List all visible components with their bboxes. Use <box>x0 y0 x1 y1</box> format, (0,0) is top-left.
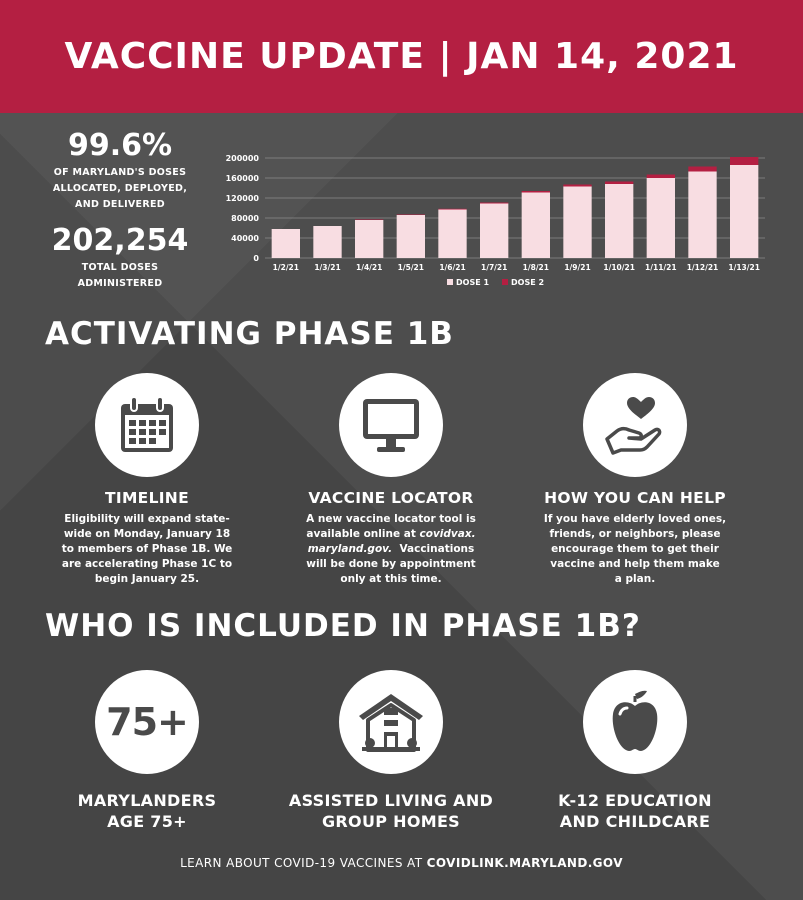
percent-caption-3: AND DELIVERED <box>75 199 165 210</box>
x-tick-label: 1/10/21 <box>603 263 635 272</box>
bar-dose-2 <box>355 220 383 221</box>
bar-dose-2 <box>563 185 591 187</box>
bar-dose-1 <box>688 172 716 259</box>
total-doses-stat <box>30 223 210 292</box>
percent-value: 99.6% <box>67 128 173 163</box>
bar-dose-1 <box>397 215 425 258</box>
legend-swatch-dose-2 <box>502 279 508 285</box>
help-title: HOW YOU CAN HELP <box>544 489 726 507</box>
locator-line: Vaccinations <box>392 543 475 555</box>
who-item-assisted-living <box>271 790 511 832</box>
total-doses-value: 202,254 <box>51 223 189 258</box>
bar-dose-1 <box>438 210 466 259</box>
timeline-text <box>47 512 247 587</box>
help-icon-circle <box>583 373 687 477</box>
age-75-icon: 75+ <box>106 700 188 744</box>
legend-label-dose-1: DOSE 1 <box>456 278 490 287</box>
locator-text <box>281 512 501 587</box>
total-doses-caption-2: ADMINISTERED <box>77 278 163 289</box>
percent-caption-1: OF MARYLAND'S DOSES <box>53 167 187 178</box>
percent-stat <box>30 128 210 213</box>
bar-dose-1 <box>647 178 675 258</box>
bar-dose-2 <box>647 175 675 179</box>
locator-link-part-1[interactable]: covidvax. <box>419 528 476 540</box>
page-title: VACCINE UPDATE | JAN 14, 2021 <box>64 36 739 77</box>
apple-icon <box>603 688 667 756</box>
age-icon-circle <box>95 670 199 774</box>
bar-dose-1 <box>480 204 508 259</box>
timeline-icon-circle <box>95 373 199 477</box>
who-item-line: AND CHILDCARE <box>559 812 711 831</box>
bar-dose-1 <box>563 187 591 259</box>
calendar-icon <box>115 393 179 457</box>
locator-title: VACCINE LOCATOR <box>308 489 474 507</box>
x-tick-label: 1/3/21 <box>314 263 341 272</box>
locator-line: A new vaccine locator tool is <box>306 513 476 525</box>
computer-monitor-icon <box>359 393 423 457</box>
bar-dose-2 <box>480 203 508 204</box>
y-tick-label: 80000 <box>231 214 259 223</box>
x-tick-label: 1/5/21 <box>397 263 425 272</box>
bar-dose-1 <box>355 220 383 258</box>
timeline-line: to members of Phase 1B. We <box>61 543 233 555</box>
percent-caption-2: ALLOCATED, DEPLOYED, <box>52 183 188 194</box>
apple-icon-circle <box>583 670 687 774</box>
doses-bar-chart <box>215 146 775 296</box>
total-doses-caption-1: TOTAL DOSES <box>81 262 159 273</box>
bar-dose-2 <box>688 167 716 172</box>
who-item-line: ASSISTED LIVING AND <box>288 791 494 810</box>
bar-dose-2 <box>522 191 550 193</box>
heart-hand-icon <box>603 393 667 457</box>
who-item-line: MARYLANDERS <box>77 791 217 810</box>
who-section-title: WHO IS INCLUDED IN PHASE 1B? <box>45 608 641 644</box>
who-item-education <box>525 790 745 832</box>
house-icon-circle <box>339 670 443 774</box>
footer-text: LEARN ABOUT COVID-19 VACCINES AT <box>180 856 427 870</box>
locator-icon-circle <box>339 373 443 477</box>
phase-section-title: ACTIVATING PHASE 1B <box>45 316 454 352</box>
bar-dose-1 <box>730 165 758 258</box>
x-tick-label: 1/2/21 <box>272 263 300 272</box>
bar-dose-2 <box>397 215 425 216</box>
y-tick-label: 160000 <box>225 174 259 183</box>
help-line: vaccine and help them make <box>550 558 720 570</box>
timeline-title: TIMELINE <box>105 489 189 507</box>
locator-line: will be done by appointment <box>306 558 476 570</box>
y-tick-label: 40000 <box>231 234 259 243</box>
x-tick-label: 1/8/21 <box>522 263 550 272</box>
locator-link-part-2[interactable]: maryland.gov. <box>307 543 393 555</box>
footer-link[interactable]: COVIDLINK.MARYLAND.GOV <box>426 856 623 870</box>
y-tick-label: 200000 <box>225 154 259 163</box>
timeline-line: begin January 25. <box>94 573 200 585</box>
x-tick-label: 1/7/21 <box>480 263 508 272</box>
bar-dose-1 <box>605 184 633 258</box>
legend-label-dose-2: DOSE 2 <box>511 278 545 287</box>
who-item-line: K-12 EDUCATION <box>558 791 712 810</box>
locator-line: available online at <box>306 528 420 540</box>
help-line: If you have elderly loved ones, <box>543 513 727 525</box>
bar-dose-2 <box>605 182 633 185</box>
who-item-line: GROUP HOMES <box>321 812 460 831</box>
who-item-line: AGE 75+ <box>107 812 187 831</box>
header-banner <box>0 0 803 113</box>
legend-swatch-dose-1 <box>447 279 453 285</box>
help-text <box>525 512 745 587</box>
timeline-line: are accelerating Phase 1C to <box>61 558 233 570</box>
help-line: friends, or neighbors, please <box>549 528 721 540</box>
footer <box>0 856 803 870</box>
bar-dose-2 <box>438 209 466 210</box>
x-tick-label: 1/6/21 <box>439 263 466 272</box>
x-tick-label: 1/13/21 <box>728 263 760 272</box>
locator-line: only at this time. <box>340 573 442 585</box>
bar-dose-2 <box>730 157 758 165</box>
timeline-line: wide on Monday, January 18 <box>63 528 231 540</box>
who-item-age <box>47 790 247 832</box>
y-tick-label: 0 <box>253 254 259 263</box>
help-line: encourage them to get their <box>551 543 719 555</box>
timeline-line: Eligibility will expand state- <box>64 513 230 525</box>
house-icon <box>356 690 426 754</box>
x-tick-label: 1/9/21 <box>564 263 591 272</box>
x-tick-label: 1/4/21 <box>355 263 383 272</box>
help-line: a plan. <box>614 573 656 585</box>
x-tick-label: 1/12/21 <box>686 263 719 272</box>
bar-dose-1 <box>522 193 550 259</box>
x-tick-label: 1/11/21 <box>645 263 677 272</box>
bar-dose-1 <box>313 226 341 258</box>
bar-dose-1 <box>272 229 300 258</box>
y-tick-label: 120000 <box>225 194 259 203</box>
